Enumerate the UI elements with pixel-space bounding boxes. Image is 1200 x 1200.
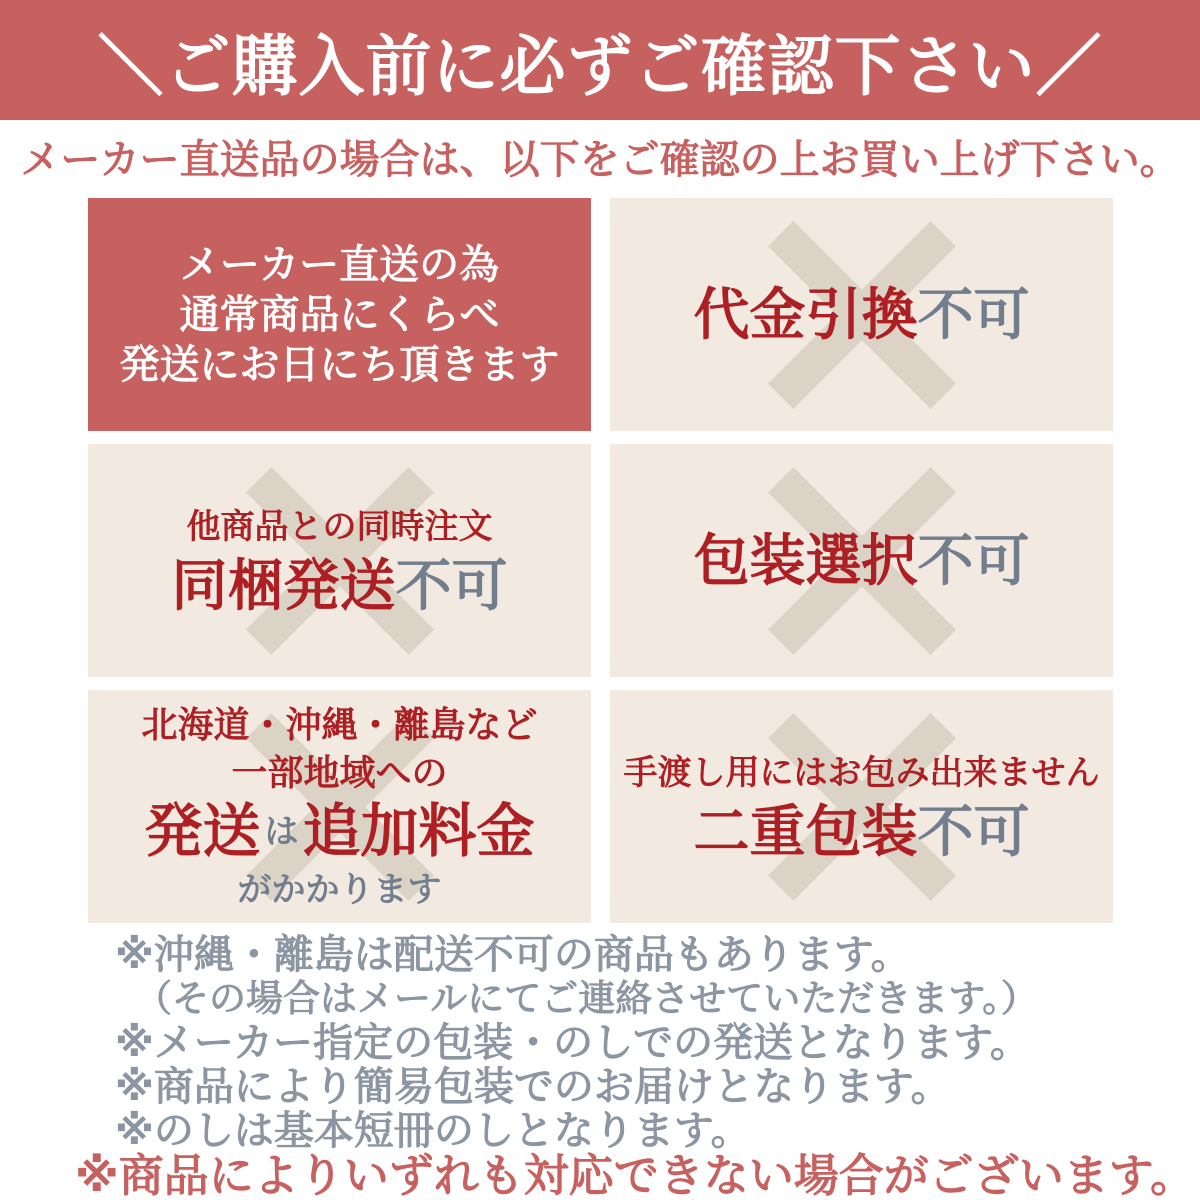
- box-cash-on-delivery-unavailable: [610, 198, 1113, 431]
- remote-area-regions: 北海道・沖縄・離島など: [141, 703, 538, 745]
- surcharge-footer: がかかります: [237, 870, 442, 909]
- page-title: ＼ご購入前に必ずご確認下さい／: [97, 28, 1103, 103]
- note-no-support-warning: ※商品によりいずれも対応できない場合がございます。: [75, 1150, 1196, 1200]
- lead-time-line-1: メーカー直送の為: [179, 242, 500, 287]
- note-email-contact: （その場合はメールにてご連絡させていただきます。）: [135, 978, 1038, 1019]
- cod-label: 代金引換: [693, 282, 918, 346]
- box-direct-shipping-lead-time: [88, 198, 591, 431]
- notice-grid: [88, 198, 1113, 923]
- particle-wa: は: [264, 812, 299, 851]
- bundled-shipping-note: 他商品との同時注文: [186, 507, 493, 546]
- footnotes: [0, 933, 1200, 1199]
- lead-time-line-2: 通常商品にくらべ: [179, 292, 500, 337]
- shipping-label: 発送: [144, 798, 261, 864]
- double-wrapping-label: 二重包装: [693, 799, 918, 863]
- note-noshi-tanzaku: ※のしは基本短冊のしとなります。: [115, 1109, 751, 1153]
- subtitle-text: メーカー直送品の場合は、以下をご確認の上お買い上げ下さい。: [20, 138, 1180, 182]
- box-remote-area-surcharge: [88, 690, 591, 923]
- lead-time-line-3: 発送にお日にち頂きます: [119, 342, 560, 387]
- box-bundled-shipping-unavailable: [88, 444, 591, 677]
- box-double-wrapping-unavailable: [610, 690, 1113, 923]
- unavailable-label: 不可: [917, 799, 1030, 863]
- unavailable-label: 不可: [395, 553, 508, 617]
- bundled-shipping-label: 同梱発送: [171, 553, 396, 617]
- remote-area-scope: 一部地域への: [231, 751, 448, 793]
- note-maker-wrapping: ※メーカー指定の包装・のしでの発送となります。: [115, 1021, 1030, 1065]
- surcharge-label: 追加料金: [302, 798, 535, 864]
- header-banner: [0, 0, 1200, 120]
- note-simple-wrapping: ※商品により簡易包装でのお届けとなります。: [115, 1065, 951, 1109]
- box-wrapping-selection-unavailable: [610, 444, 1113, 677]
- note-okinawa-remote: ※沖縄・離島は配送不可の商品もあります。: [115, 933, 911, 977]
- unavailable-label: 不可: [917, 528, 1030, 592]
- unavailable-label: 不可: [917, 282, 1030, 346]
- wrapping-selection-label: 包装選択: [693, 528, 918, 592]
- hand-delivery-note: 手渡し用にはお包み出来ません: [623, 753, 1100, 792]
